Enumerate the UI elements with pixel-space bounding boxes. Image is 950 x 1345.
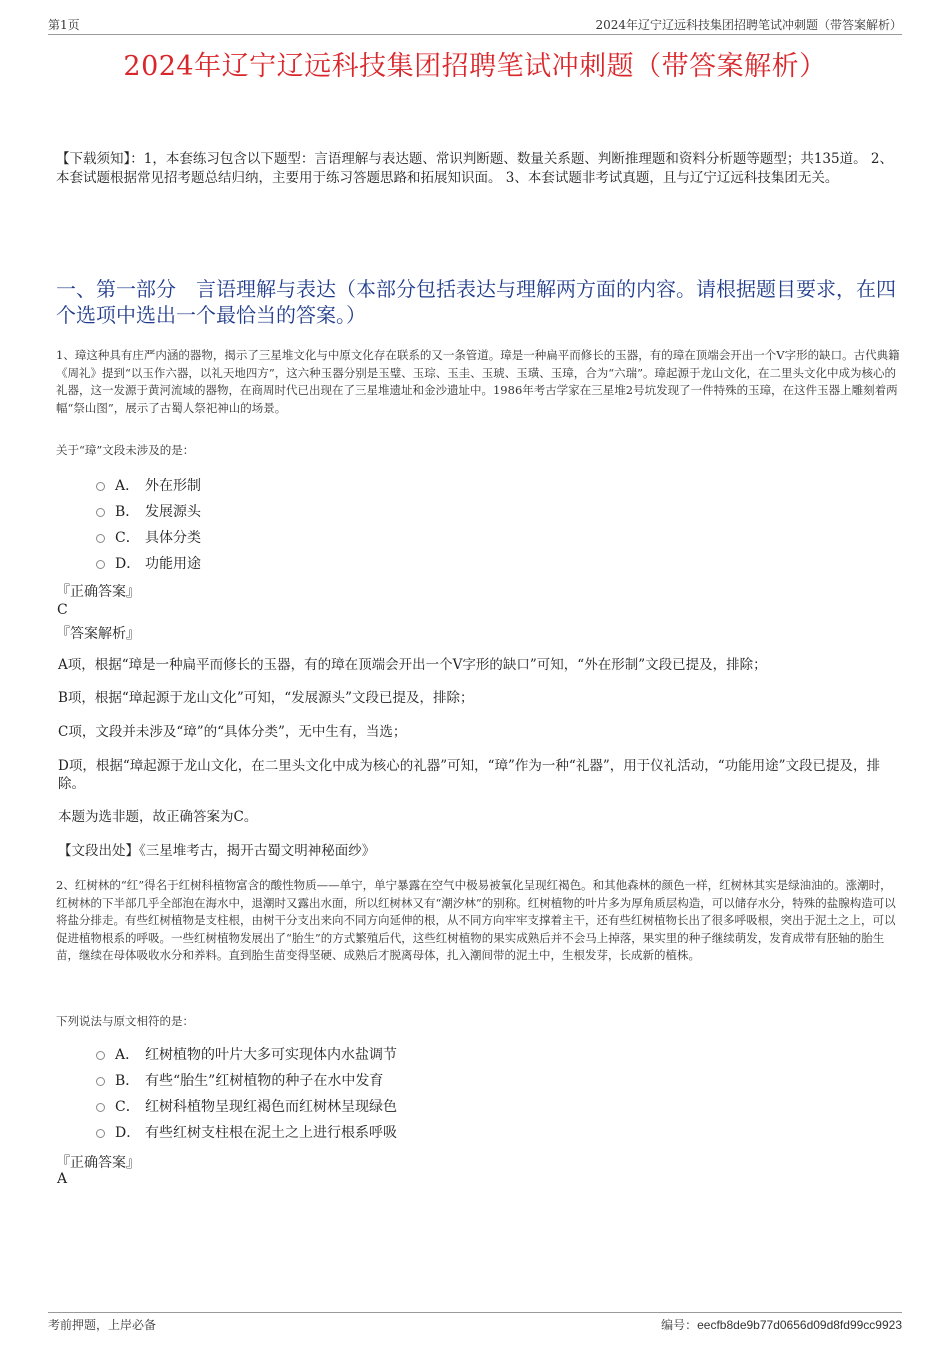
option-b[interactable]: B． 发展源头 <box>96 499 796 525</box>
correct-answer-label: 『正确答案』 <box>56 1155 140 1171</box>
option-a[interactable]: A． 外在形制 <box>96 473 796 499</box>
radio-icon[interactable] <box>96 1103 105 1112</box>
question-1-options <box>96 473 796 577</box>
passage-source: 【文段出处】《三星堆考古，揭开古蜀文明神秘面纱》 <box>58 843 376 859</box>
explanation-b: B项，根据“璋起源于龙山文化”可知，“发展源头”文段已提及，排除； <box>58 690 474 706</box>
option-d[interactable]: D． 有些红树支柱根在泥土之上进行根系呼吸 <box>96 1120 796 1146</box>
explanation-label: 『答案解析』 <box>56 626 140 642</box>
option-c[interactable]: C． 具体分类 <box>96 525 796 551</box>
footer-slogan: 考前押题，上岸必备 <box>48 1318 157 1332</box>
document-id: 编号：eecfb8de9b77d0656d09d8fd99cc9923 <box>661 1318 902 1332</box>
question-1-prompt: 关于“璋”文段未涉及的是： <box>56 443 195 457</box>
explanation-c: C项，文段并未涉及“璋”的“具体分类”，无中生有，当选； <box>58 724 407 740</box>
page-number: 第1页 <box>48 18 80 32</box>
radio-icon[interactable] <box>96 1129 105 1138</box>
option-b[interactable]: B． 有些“胎生”红树植物的种子在水中发育 <box>96 1068 796 1094</box>
page-footer <box>48 1312 902 1332</box>
question-1-text: 1、璋这种具有庄严内涵的器物，揭示了三星堆文化与中原文化存在联系的又一条管道。璋是一种扁平而修长的玉器，有的璋在顶端会开出一个V字形的缺口。古代典籍《周礼》提到“以玉作六器，以礼天地四方”，这六种玉器分别是玉璧、玉琮、玉圭、玉琥、玉璜、玉璋，合为“六瑞”。璋起源于龙山文化，在二里头文化中成为核心的礼器，这一发源于黄河流域的器物，在商周时代已出现在了三星堆遗址和金沙遗址中。1986年考古学家在三星堆2号坑发现了一件特殊的玉璋，在这件玉器上雕刻着两幅“祭山图”，展示了古蜀人祭祀神山的场景。 <box>56 348 900 415</box>
download-notice: 【下载须知】：1，本套练习包含以下题型：言语理解与表达题、常识判断题、数量关系题、判断推理题和资料分析题等题型；共135道。 2、本套试题根据常见招考题总结归纳，主要用于练习答题思路和拓展知识面。 3、本套试题非考试真题，且与辽宁辽远科技集团无关。 <box>56 151 893 186</box>
page-header <box>48 14 902 35</box>
explanation-d: D项，根据“璋起源于龙山文化，在二里头文化中成为核心的礼器”可知，“璋”作为一种“礼器”，用于仪礼活动，“功能用途”文段已提及，排除。 <box>58 758 881 792</box>
option-a[interactable]: A． 红树植物的叶片大多可实现体内水盐调节 <box>96 1042 796 1068</box>
explanation-a: A项，根据“璋是一种扁平而修长的玉器，有的璋在顶端会开出一个V字形的缺口”可知，“外在形制”文段已提及，排除； <box>58 657 767 673</box>
option-d[interactable]: D． 功能用途 <box>96 551 796 577</box>
option-c[interactable]: C． 红树科植物呈现红褐色而红树林呈现绿色 <box>96 1094 796 1120</box>
question-2-options <box>96 1042 796 1146</box>
radio-icon[interactable] <box>96 560 105 569</box>
radio-icon[interactable] <box>96 534 105 543</box>
page-title: 2024年辽宁辽远科技集团招聘笔试冲刺题（带答案解析） <box>123 51 827 82</box>
radio-icon[interactable] <box>96 482 105 491</box>
radio-icon[interactable] <box>96 1077 105 1086</box>
radio-icon[interactable] <box>96 1051 105 1060</box>
section-heading: 一、第一部分 言语理解与表达（本部分包括表达与理解两方面的内容。请根据题目要求，在四个选项中选出一个最恰当的答案。） <box>56 277 896 327</box>
header-doc-title: 2024年辽宁辽远科技集团招聘笔试冲刺题（带答案解析） <box>595 18 902 32</box>
radio-icon[interactable] <box>96 508 105 517</box>
explanation-conclusion: 本题为选非题，故正确答案为C。 <box>58 809 258 825</box>
correct-answer: A <box>57 1171 68 1187</box>
question-2-prompt: 下列说法与原文相符的是： <box>56 1014 194 1028</box>
correct-answer: C <box>57 602 68 618</box>
question-2-text: 2、红树林的“红”得名于红树科植物富含的酸性物质——单宁，单宁暴露在空气中极易被氧化呈现红褐色。和其他森林的颜色一样，红树林其实是绿油油的。涨潮时，红树林的下半部几乎全部泡在海水中，退潮时又露出水面，所以红树林又有“潮汐林”的别称。红树植物的叶片多为厚角质层构造，可以储存水分，特殊的盐腺构造可以将盐分排走。有些红树植物是支柱根，由树干分支出来向不同方向延伸的根，从不同方向牢牢支撑着主干，还有些红树植物长出了很多呼吸根，突出于泥土之上，可以促进植物根系的呼吸。一些红树植物发展出了“胎生”的方式繁殖后代，这些红树植物的果实成熟后并不会马上掉落，果实里的种子继续萌发，发育成带有胚轴的胎生苗，继续在母体吸收水分和养料。直到胎生苗变得坚硬、成熟后才脱离母体，扎入潮间带的泥土中，生根发芽，长成新的植株。 <box>56 878 896 962</box>
correct-answer-label: 『正确答案』 <box>56 584 140 600</box>
